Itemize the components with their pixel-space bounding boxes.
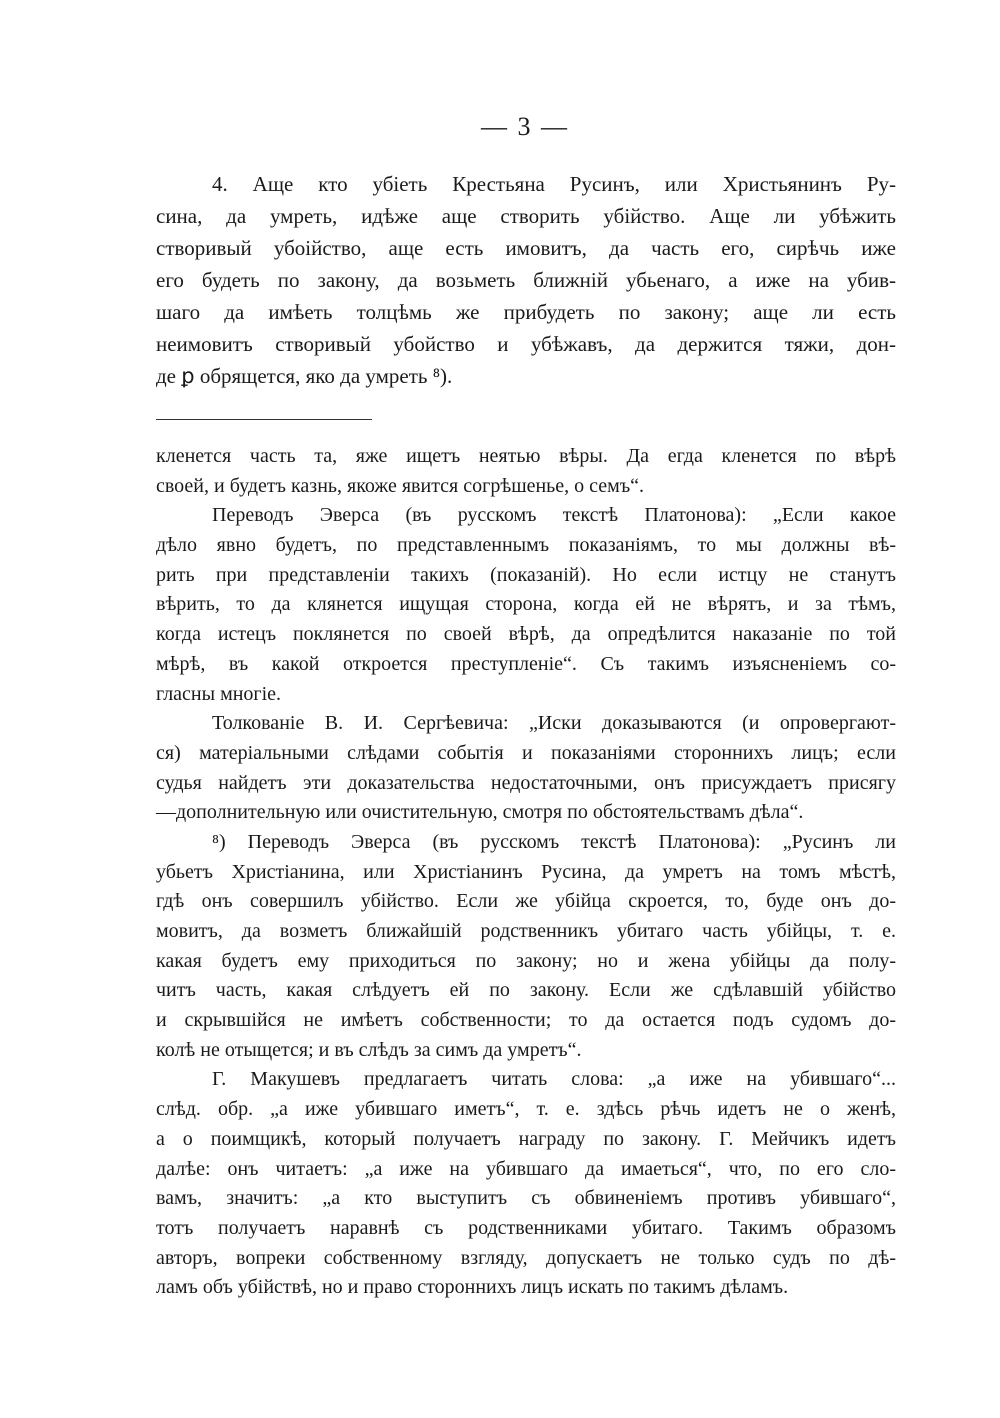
footnotes [156,442,896,1303]
footnote-line: судья найдетъ эти доказательства недостаточными, онъ присуждаетъ присягу [156,771,896,794]
footnote-line: авторъ, вопреки собственному взгляду, допускаетъ не только судъ по дѣ- [156,1246,896,1269]
footnote-line: а о поимщикѣ, который получаетъ награду по закону. Г. Мейчикъ идетъ [156,1127,896,1150]
footnote-line: далѣе: онъ читаетъ: „а иже на убившаго да имаеться“, что, по его сло- [156,1157,896,1180]
main-text-line: створивый убоійство, аще есть имовитъ, да часть его, сирѣчь иже [156,236,896,260]
footnote-line: мовитъ, да возметъ ближайшій родственникъ убитаго часть убійцы, т. е. [156,920,896,942]
footnote-line: слѣд. обр. „а иже убившаго иметъ“, т. е. здѣсь рѣчь идетъ не о женѣ, [156,1098,896,1121]
main-text-line: неимовитъ створивый убойство и убѣжавъ, да держится тяжи, дон- [156,332,896,356]
footnote-paragraph [156,501,896,709]
footnote-line: убьетъ Христіанина, или Христіанинъ Русина, да умретъ на томъ мѣстѣ, [156,860,896,883]
footnote-line: гласны многіе. [156,682,282,705]
main-text [156,168,896,392]
footnote-line: когда истецъ поклянется по своей вѣрѣ, да опредѣлится наказаніе по той [156,623,896,646]
page-number: — 3 — [481,112,569,141]
footnote-line: вѣрить, то да клянется ищущая сторона, когда ей не вѣрятъ, и за тѣмъ, [156,593,896,616]
main-text-line: 4. Аще кто убіеть Крестьяна Русинъ, или Христьянинъ Ру- [212,172,896,196]
footnote-line: Г. Макушевъ предлагаетъ читать слова: „а иже на убившаго“... [212,1068,896,1091]
footnote-line: Толкованіе В. И. Сергѣевича: „Иски доказываются (и опровергают- [212,712,896,735]
footnote-line: ⁸) Переводъ Эверса (въ русскомъ текстѣ Платонова): „Русинъ ли [212,830,896,853]
footnote-line: своей, и будетъ казнь, якоже явится согрѣшенье, о семъ“. [156,474,645,497]
footnote-divider [156,419,372,420]
footnote-line: читъ часть, какая слѣдуетъ ей по закону. Если же сдѣлавшій убійство [156,979,896,1002]
footnote-paragraph [156,1065,896,1303]
footnote-line: и скрывшійся не имѣетъ собственности; то да остается подъ судомъ до- [156,1009,896,1032]
footnote-line: вамъ, значитъ: „а кто выступитъ съ обвиненіемъ противъ убившаго“, [156,1187,896,1210]
footnote-line: ламъ объ убійствѣ, но и право стороннихъ лицъ искать по такимъ дѣламъ. [156,1276,789,1299]
footnote-line: дѣло явно будетъ, по представленнымъ показаніямъ, то мы должны вѣ- [156,534,896,557]
footnote-line: гдѣ онъ совершилъ убійство. Если же убійца скроется, то, буде онъ до- [156,890,896,913]
footnote-paragraph [156,828,896,1066]
footnote-line: мѣрѣ, въ какой откроется преступленіе“. Съ такимъ изъясненіемъ со- [156,652,896,675]
footnote-paragraph [156,442,896,501]
main-text-line: его будеть по закону, да возьметь ближній убьенаго, а иже на убив- [156,268,896,292]
footnote-line: кленется часть та, яже ищетъ неятью вѣры. Да егда кленется по вѣрѣ [156,445,896,467]
footnote-line: колѣ не отыщется; и въ слѣдъ за симъ да умретъ“. [156,1038,582,1061]
main-text-line: сина, да умреть, идѣже аще створить убійство. Аще ли убѣжить [156,204,896,228]
footnote-line: тотъ получаетъ наравнѣ съ родственниками убитаго. Такимъ образомъ [156,1216,896,1239]
footnote-line: —дополнительную или очистительную, смотря по обстоятельствамъ дѣла“. [156,801,804,824]
footnote-line: ся) матеріальными слѣдами событія и показаніями стороннихъ лицъ; если [156,741,896,764]
main-text-line: шаго да имѣеть толцѣмь же прибудеть по закону; аще ли есть [156,300,896,324]
footnote-paragraph [156,709,896,828]
footnote-line: Переводъ Эверса (въ русскомъ текстѣ Платонова): „Если какое [212,504,896,527]
main-text-line: де ꝑ обрящется, яко да умреть ⁸). [156,364,453,388]
footnote-line: рить при представленіи такихъ (показаній). Но если истцу не станутъ [156,563,896,586]
footnote-line: какая будетъ ему приходиться по закону; но и жена убійцы да полу- [156,949,896,972]
